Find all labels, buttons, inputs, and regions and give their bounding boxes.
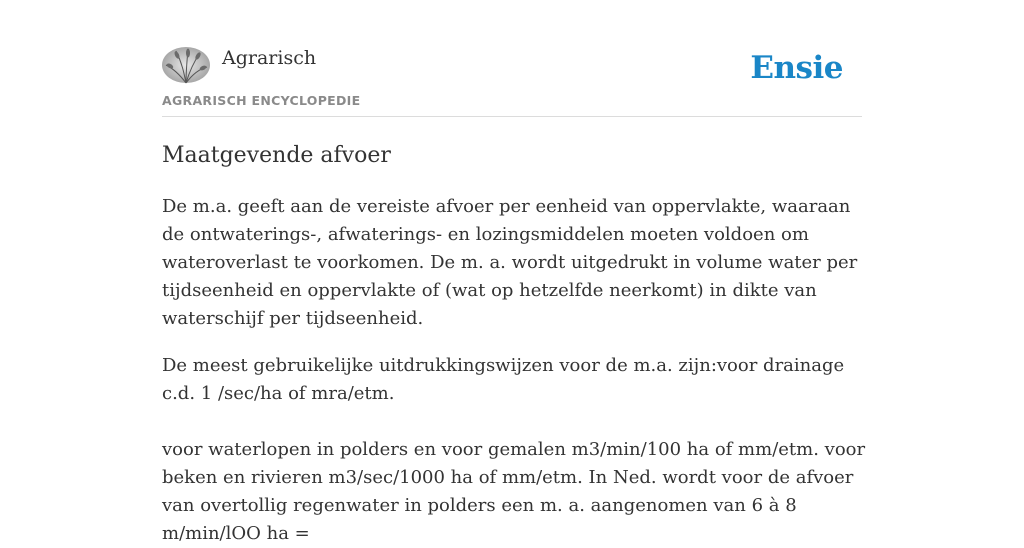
brand-logo[interactable]: Ensie bbox=[750, 50, 843, 86]
article-paragraph-2: De meest gebruikelijke uitdrukkingswijzen voor de m.a. zijn:voor drainage c.d. 1 /sec/ha of mra/etm. bbox=[162, 355, 845, 404]
article-title: Maatgevende afvoer bbox=[162, 143, 391, 168]
article-paragraph-3: voor waterlopen in polders en voor gemalen m3/min/100 ha of mm/etm. voor beken en rivieren m3/sec/1000 ha of mm/etm. In Ned. wordt voor de afvoer van overtollig regenwater in polders een m. a. aangenomen van 6 à 8 m/min/lOO ha = bbox=[162, 439, 866, 544]
publication-subtitle[interactable]: AGRARISCH ENCYCLOPEDIE bbox=[162, 93, 361, 108]
article-paragraph-1: De m.a. geeft aan de vereiste afvoer per eenheid van oppervlakte, waaraan de ontwaterings-, afwaterings- en lozingsmiddelen moeten voldoen om wateroverlast te voorkomen. De m. a. wordt uitgedrukt in volume water per tijdseenheid en oppervlakte of (wat op hetzelfde neerkomt) in dikte van waterschijf per tijdseenheid. bbox=[162, 196, 858, 329]
content-container bbox=[162, 46, 866, 548]
site-header bbox=[162, 46, 862, 117]
publication-name[interactable]: Agrarisch bbox=[222, 47, 317, 69]
wheat-ears-icon[interactable] bbox=[162, 47, 210, 83]
